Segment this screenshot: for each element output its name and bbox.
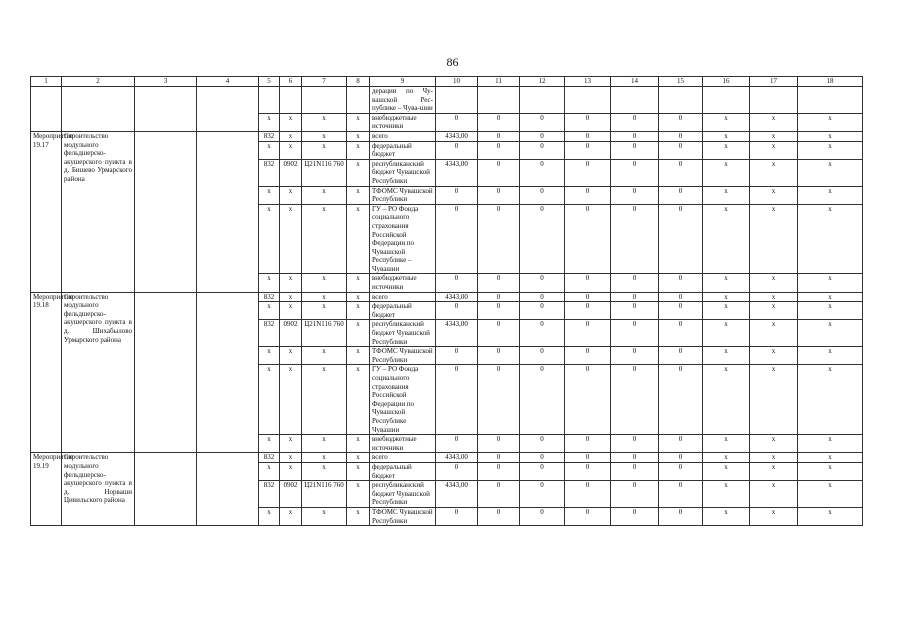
empty-cell xyxy=(347,87,370,114)
table-cell: x xyxy=(703,141,750,159)
table-cell: x xyxy=(259,462,280,480)
table-cell: 832 xyxy=(259,320,280,347)
table-cell: x xyxy=(798,274,863,292)
funding-source: республиканский бюджет Чувашской Республики xyxy=(370,481,436,508)
table-cell: 0 xyxy=(565,365,611,435)
table-cell: x xyxy=(798,131,863,141)
table-cell: x xyxy=(703,186,750,204)
table-cell: 0 xyxy=(565,292,611,302)
table-cell: 4343,00 xyxy=(436,159,478,186)
column-number: 15 xyxy=(659,77,703,87)
table-cell: 0 xyxy=(659,347,703,365)
table-cell: x xyxy=(302,347,347,365)
table-cell: x xyxy=(798,320,863,347)
table-cell: x xyxy=(259,365,280,435)
table-row xyxy=(31,453,863,463)
table-cell: 0 xyxy=(520,131,565,141)
table-cell: 0 xyxy=(436,462,478,480)
funding-source: федеральный бюджет xyxy=(370,141,436,159)
empty-cell xyxy=(62,113,135,131)
table-cell: x xyxy=(280,141,302,159)
table-cell: 0 xyxy=(520,302,565,320)
table-cell: 0 xyxy=(520,347,565,365)
table-cell: x xyxy=(302,131,347,141)
measure-id: Мероприятие 19.19 xyxy=(31,453,62,526)
funding-source: дерации по Чу-вашской Рес-публике – Чува-шии xyxy=(370,87,436,114)
column-number: 13 xyxy=(565,77,611,87)
table-cell: x xyxy=(280,435,302,453)
table-cell: x xyxy=(259,347,280,365)
table-cell: 0 xyxy=(565,186,611,204)
table-cell: 0 xyxy=(611,302,659,320)
empty-cell xyxy=(280,87,302,114)
column-number: 4 xyxy=(197,77,259,87)
column-number: 6 xyxy=(280,77,302,87)
table-cell: x xyxy=(798,347,863,365)
table-cell: x xyxy=(798,302,863,320)
table-cell: x xyxy=(302,113,347,131)
table-cell: x xyxy=(750,453,798,463)
table-cell: x xyxy=(750,435,798,453)
table-cell: x xyxy=(347,507,370,525)
empty-cell xyxy=(436,87,478,114)
table-cell: x xyxy=(280,453,302,463)
table-cell: 0 xyxy=(478,204,520,274)
table-cell: 0 xyxy=(478,186,520,204)
table-cell: x xyxy=(280,204,302,274)
table-cell: 832 xyxy=(259,481,280,508)
table-cell: x xyxy=(798,481,863,508)
funding-source: ТФОМС Чувашской Республики xyxy=(370,186,436,204)
table-cell: 0 xyxy=(565,302,611,320)
table-cell: x xyxy=(302,292,347,302)
table-cell: x xyxy=(750,113,798,131)
measure-description: Строительство модульного фельдшерско-акушерского пункта в д. Норваши Цивильского района xyxy=(62,453,135,526)
table-cell: x xyxy=(302,507,347,525)
table-cell: 0 xyxy=(611,186,659,204)
table-cell: 0 xyxy=(478,481,520,508)
table-cell: x xyxy=(703,204,750,274)
table-cell: 0 xyxy=(659,113,703,131)
table-cell: x xyxy=(347,141,370,159)
table-cell: x xyxy=(302,365,347,435)
column-number: 18 xyxy=(798,77,863,87)
table-cell: x xyxy=(259,113,280,131)
funding-source: федеральный бюджет xyxy=(370,302,436,320)
table-cell: x xyxy=(703,131,750,141)
table-cell: 0 xyxy=(436,365,478,435)
table-cell: x xyxy=(280,365,302,435)
table-cell: 0 xyxy=(611,131,659,141)
table-cell: x xyxy=(798,292,863,302)
table-cell: x xyxy=(703,462,750,480)
table-cell: x xyxy=(750,204,798,274)
measure-id: Мероприятие 19.17 xyxy=(31,131,62,292)
table-cell: 0 xyxy=(436,507,478,525)
empty-cell xyxy=(259,87,280,114)
funding-source: ГУ – РО Фонда социального страхования Российской Федерации по Чувашской Республике – Чувашии xyxy=(370,204,436,274)
empty-cell xyxy=(31,87,62,114)
table-cell: x xyxy=(703,320,750,347)
table-cell: x xyxy=(280,292,302,302)
empty-cell xyxy=(750,87,798,114)
table-cell: 0 xyxy=(659,365,703,435)
table-cell: x xyxy=(703,481,750,508)
table-cell: 0 xyxy=(478,274,520,292)
empty-cell xyxy=(135,113,197,131)
table-cell: 0 xyxy=(611,159,659,186)
table-cell: 0 xyxy=(520,274,565,292)
table-cell: x xyxy=(347,131,370,141)
table-cell: x xyxy=(703,159,750,186)
table-cell: x xyxy=(280,274,302,292)
column-number: 11 xyxy=(478,77,520,87)
table-cell: 4343,00 xyxy=(436,292,478,302)
table-cell: x xyxy=(302,453,347,463)
table-cell: x xyxy=(703,292,750,302)
table-cell: 0 xyxy=(478,292,520,302)
funding-source: республиканский бюджет Чувашской Республики xyxy=(370,159,436,186)
table-cell: x xyxy=(750,481,798,508)
table-cell: x xyxy=(302,204,347,274)
table-cell: 0 xyxy=(565,507,611,525)
table-cell: 0902 xyxy=(280,159,302,186)
table-cell: 0 xyxy=(478,365,520,435)
funding-source: внебюджетные источники xyxy=(370,113,436,131)
table-cell: x xyxy=(798,507,863,525)
column-number-row xyxy=(31,77,863,87)
table-cell: x xyxy=(703,507,750,525)
empty-cell xyxy=(520,87,565,114)
table-cell: 0 xyxy=(436,141,478,159)
funding-source: республиканский бюджет Чувашской Республики xyxy=(370,320,436,347)
column-number: 16 xyxy=(703,77,750,87)
table-cell: x xyxy=(259,507,280,525)
table-cell: x xyxy=(798,113,863,131)
table-cell: 0 xyxy=(659,435,703,453)
table-cell: 0 xyxy=(520,507,565,525)
table-cell: 0 xyxy=(436,204,478,274)
table-cell: x xyxy=(703,435,750,453)
empty-cell xyxy=(197,453,259,526)
measure-description: Строительство модульного фельдшерско-акушерского пункта в д. Бишево Урмарского района xyxy=(62,131,135,292)
table-cell: x xyxy=(750,141,798,159)
table-cell: 832 xyxy=(259,453,280,463)
table-cell: 0 xyxy=(659,320,703,347)
table-cell: 0 xyxy=(659,453,703,463)
table-cell: Ц21N116 760 xyxy=(302,481,347,508)
column-number: 1 xyxy=(31,77,62,87)
table-cell: 0 xyxy=(565,435,611,453)
table-row xyxy=(31,292,863,302)
column-number: 14 xyxy=(611,77,659,87)
table-cell: x xyxy=(347,365,370,435)
empty-cell xyxy=(565,87,611,114)
table-cell: 832 xyxy=(259,292,280,302)
table-cell: x xyxy=(259,274,280,292)
table-cell: x xyxy=(347,453,370,463)
table-cell: 0 xyxy=(565,159,611,186)
funding-source: федеральный бюджет xyxy=(370,462,436,480)
table-cell: x xyxy=(302,462,347,480)
table-cell: x xyxy=(798,141,863,159)
table-cell: 0 xyxy=(565,347,611,365)
table-cell: 0 xyxy=(611,141,659,159)
table-cell: x xyxy=(280,302,302,320)
table-cell: x xyxy=(347,274,370,292)
table-cell: 0 xyxy=(565,274,611,292)
table-cell: x xyxy=(347,186,370,204)
table-cell: 0 xyxy=(611,435,659,453)
table-cell: x xyxy=(703,365,750,435)
table-cell: x xyxy=(347,302,370,320)
table-cell: 4343,00 xyxy=(436,453,478,463)
table-cell: 0 xyxy=(565,113,611,131)
table-cell: Ц21N116 760 xyxy=(302,320,347,347)
table-cell: x xyxy=(280,347,302,365)
table-cell: x xyxy=(750,320,798,347)
table-cell: 0 xyxy=(659,274,703,292)
table-cell: 0 xyxy=(436,347,478,365)
table-cell: 0 xyxy=(565,204,611,274)
table-row xyxy=(31,131,863,141)
table-cell: 0 xyxy=(659,462,703,480)
table-cell: x xyxy=(750,292,798,302)
table-cell: 0 xyxy=(478,507,520,525)
empty-cell xyxy=(197,113,259,131)
table-cell: 0 xyxy=(520,435,565,453)
table-cell: 0 xyxy=(436,186,478,204)
table-cell: x xyxy=(302,435,347,453)
table-cell: x xyxy=(750,302,798,320)
table-cell: 0 xyxy=(478,435,520,453)
table-cell: 0 xyxy=(520,481,565,508)
funding-source: всего xyxy=(370,131,436,141)
table-row xyxy=(31,113,863,131)
empty-cell xyxy=(659,87,703,114)
table-cell: x xyxy=(347,292,370,302)
funding-source: внебюджетные источники xyxy=(370,274,436,292)
column-number: 8 xyxy=(347,77,370,87)
table-cell: x xyxy=(703,274,750,292)
table-cell: 0 xyxy=(611,462,659,480)
table-cell: 0 xyxy=(478,320,520,347)
table-cell: x xyxy=(798,435,863,453)
table-cell: 0 xyxy=(611,365,659,435)
table-cell: 0 xyxy=(520,462,565,480)
measure-id: Мероприятие 19.18 xyxy=(31,292,62,453)
funding-source: всего xyxy=(370,453,436,463)
column-number: 17 xyxy=(750,77,798,87)
table-cell: 0 xyxy=(520,320,565,347)
table-cell: 832 xyxy=(259,131,280,141)
table-cell: x xyxy=(347,435,370,453)
table-cell: x xyxy=(750,507,798,525)
table-cell: 0 xyxy=(659,159,703,186)
table-cell: x xyxy=(750,131,798,141)
table-cell: 0 xyxy=(520,159,565,186)
empty-cell xyxy=(135,292,197,453)
empty-cell xyxy=(197,131,259,292)
table-cell: x xyxy=(703,113,750,131)
empty-cell xyxy=(135,453,197,526)
column-number: 9 xyxy=(370,77,436,87)
funding-source: ТФОМС Чувашской Республики xyxy=(370,347,436,365)
empty-cell xyxy=(703,87,750,114)
table-cell: x xyxy=(798,204,863,274)
table-cell: 0 xyxy=(565,481,611,508)
table-cell: 0 xyxy=(478,159,520,186)
table-cell: 0 xyxy=(659,302,703,320)
table-cell: 0 xyxy=(659,481,703,508)
table-cell: 4343,00 xyxy=(436,320,478,347)
table-cell: 0 xyxy=(478,453,520,463)
table-cell: x xyxy=(280,462,302,480)
table-cell: 0 xyxy=(520,141,565,159)
table-cell: x xyxy=(302,302,347,320)
table-cell: x xyxy=(798,453,863,463)
table-cell: 0 xyxy=(478,141,520,159)
page-number: 86 xyxy=(446,55,459,69)
table-cell: 0 xyxy=(565,131,611,141)
funding-source: всего xyxy=(370,292,436,302)
table-cell: 0 xyxy=(611,481,659,508)
table-cell: x xyxy=(302,274,347,292)
empty-cell xyxy=(135,87,197,114)
empty-cell xyxy=(31,113,62,131)
funding-source: ГУ – РО Фонда социального страхования Российской Федерации по Чувашской Республике Чувашии xyxy=(370,365,436,435)
table-cell: 0 xyxy=(520,186,565,204)
table-cell: 0 xyxy=(659,141,703,159)
table-row xyxy=(31,87,863,114)
table-cell: Ц21N116 760 xyxy=(302,159,347,186)
table-cell: 0 xyxy=(659,507,703,525)
table-cell: 0 xyxy=(520,365,565,435)
table-cell: x xyxy=(750,462,798,480)
table-cell: x xyxy=(703,453,750,463)
table-cell: 0 xyxy=(565,462,611,480)
table-cell: 0 xyxy=(478,131,520,141)
table-cell: x xyxy=(259,435,280,453)
table-cell: 832 xyxy=(259,159,280,186)
table-cell: x xyxy=(259,302,280,320)
table-cell: 0 xyxy=(611,453,659,463)
empty-cell xyxy=(798,87,863,114)
table-cell: x xyxy=(280,113,302,131)
table-cell: 0902 xyxy=(280,320,302,347)
empty-cell xyxy=(611,87,659,114)
table-cell: x xyxy=(302,186,347,204)
table-cell: 0 xyxy=(659,131,703,141)
table-cell: 0 xyxy=(520,113,565,131)
table-cell: x xyxy=(302,141,347,159)
funding-source: ТФОМС Чувашской Республики xyxy=(370,507,436,525)
table-cell: 0902 xyxy=(280,481,302,508)
column-number: 7 xyxy=(302,77,347,87)
table-cell: 0 xyxy=(565,141,611,159)
table-cell: 0 xyxy=(478,347,520,365)
table-cell: x xyxy=(259,204,280,274)
empty-cell xyxy=(197,292,259,453)
table-cell: x xyxy=(750,186,798,204)
table-cell: 0 xyxy=(478,113,520,131)
empty-cell xyxy=(135,131,197,292)
table-cell: x xyxy=(798,186,863,204)
table-cell: 0 xyxy=(611,320,659,347)
table-cell: x xyxy=(259,141,280,159)
column-number: 3 xyxy=(135,77,197,87)
table-cell: x xyxy=(750,159,798,186)
table-cell: x xyxy=(347,347,370,365)
table-cell: 0 xyxy=(436,435,478,453)
empty-cell xyxy=(302,87,347,114)
empty-cell xyxy=(197,87,259,114)
table-cell: x xyxy=(798,365,863,435)
table-cell: 0 xyxy=(520,292,565,302)
table-cell: 0 xyxy=(565,320,611,347)
table-cell: 0 xyxy=(436,302,478,320)
table-cell: 0 xyxy=(520,204,565,274)
column-number: 10 xyxy=(436,77,478,87)
table-cell: 0 xyxy=(478,462,520,480)
column-number: 5 xyxy=(259,77,280,87)
table-cell: x xyxy=(798,462,863,480)
table-cell: 0 xyxy=(611,507,659,525)
table-cell: 0 xyxy=(436,274,478,292)
table-cell: 0 xyxy=(611,274,659,292)
table-cell: 0 xyxy=(436,113,478,131)
table-cell: x xyxy=(703,347,750,365)
table-cell: 0 xyxy=(611,292,659,302)
table-cell: x xyxy=(280,507,302,525)
table-cell: x xyxy=(280,131,302,141)
table-cell: 0 xyxy=(611,347,659,365)
table-cell: x xyxy=(347,320,370,347)
budget-table xyxy=(30,76,863,526)
table-cell: 0 xyxy=(659,204,703,274)
table-cell: x xyxy=(347,159,370,186)
table-cell: 0 xyxy=(659,292,703,302)
table-cell: x xyxy=(798,159,863,186)
table-cell: 0 xyxy=(611,204,659,274)
table-cell: 0 xyxy=(659,186,703,204)
table-cell: 0 xyxy=(611,113,659,131)
table-cell: 4343,00 xyxy=(436,481,478,508)
table-cell: 0 xyxy=(520,453,565,463)
measure-description: Строительство модульного фельдшерско-акушерского пункта в д. Шихабылово Урмарского района xyxy=(62,292,135,453)
table-cell: x xyxy=(347,481,370,508)
column-number: 2 xyxy=(62,77,135,87)
table-cell: x xyxy=(347,204,370,274)
empty-cell xyxy=(62,87,135,114)
column-number: 12 xyxy=(520,77,565,87)
table-cell: x xyxy=(347,113,370,131)
table-cell: x xyxy=(750,274,798,292)
empty-cell xyxy=(478,87,520,114)
table-cell: x xyxy=(280,186,302,204)
funding-source: внебюджетные источники xyxy=(370,435,436,453)
table-cell: x xyxy=(703,302,750,320)
table-cell: 0 xyxy=(565,453,611,463)
table-cell: x xyxy=(347,462,370,480)
table-cell: x xyxy=(259,186,280,204)
table-cell: 4343,00 xyxy=(436,131,478,141)
table-cell: x xyxy=(750,365,798,435)
table-cell: 0 xyxy=(478,302,520,320)
table-cell: x xyxy=(750,347,798,365)
